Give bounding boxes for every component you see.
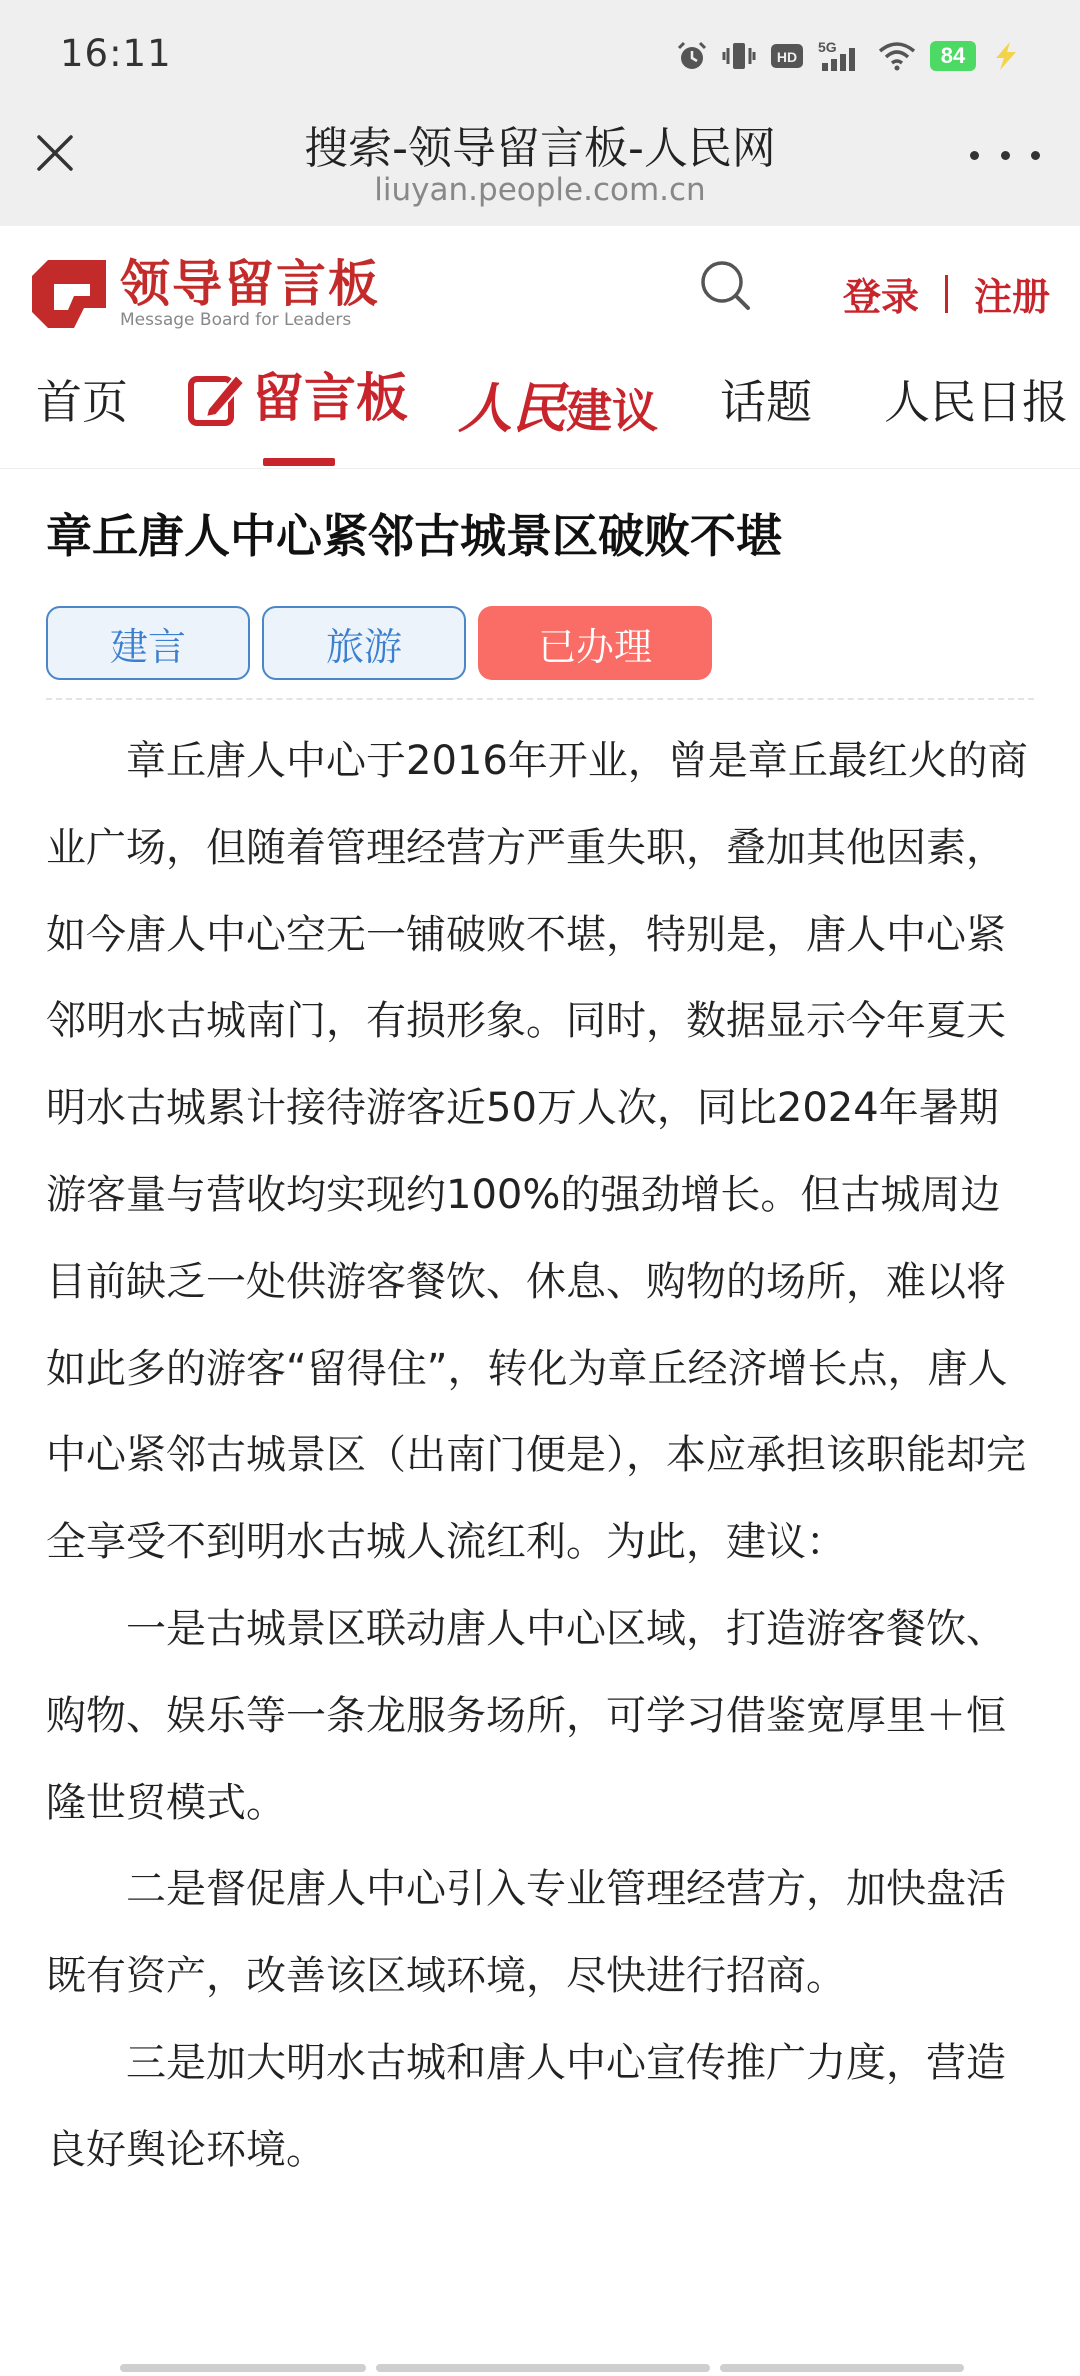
svg-text:HD: HD <box>776 49 798 65</box>
article-paragraph: 三是加大明水古城和唐人中心宣传推广力度，营造良好舆论环境。 <box>46 2039 1006 2173</box>
signal-5g-icon <box>818 39 864 73</box>
close-button[interactable] <box>30 128 80 178</box>
more-icon <box>970 151 979 160</box>
auth-divider <box>945 275 948 313</box>
tag-tourism[interactable]: 旅游 <box>262 606 466 680</box>
nav-message-board[interactable] <box>186 368 408 430</box>
alarm-icon <box>676 40 708 72</box>
search-icon <box>696 256 756 316</box>
divider <box>46 698 1034 700</box>
logo-text <box>120 255 380 330</box>
network-label: 5G <box>818 39 837 55</box>
bottom-bar-segment <box>376 2364 710 2372</box>
site-header <box>0 226 1080 346</box>
status-icons <box>676 36 1020 76</box>
tag-suggestion[interactable]: 建言 <box>46 606 250 680</box>
article-body <box>46 718 1036 2194</box>
search-button[interactable] <box>696 256 756 316</box>
login-link[interactable]: 登录 <box>842 275 919 319</box>
more-menu-button[interactable] <box>970 140 1040 170</box>
main-nav <box>0 346 1080 469</box>
logo-title: 领导留言板 <box>120 255 380 313</box>
charging-icon <box>990 40 1020 72</box>
wifi-icon <box>878 41 916 71</box>
status-badge: 已办理 <box>478 606 712 680</box>
nav-suggestions[interactable] <box>458 366 658 443</box>
auth-links <box>843 266 1050 321</box>
browser-chrome <box>0 0 1080 226</box>
more-icon-dot <box>1001 151 1010 160</box>
nav-suggestions-brand: 人民 <box>458 376 566 440</box>
nav-topics[interactable]: 话题 <box>720 375 812 429</box>
nav-suggestions-label: 建议 <box>566 384 658 438</box>
browser-page-title: 搜索-领导留言板-人民网 <box>304 123 776 174</box>
article-tags <box>46 606 724 680</box>
nav-active-indicator <box>263 458 335 466</box>
bottom-bar-segment <box>120 2364 366 2372</box>
close-icon <box>35 133 75 173</box>
logo-icon <box>28 256 110 332</box>
article-paragraph: 章丘唐人中心于2016年开业，曾是章丘最红火的商业广场，但随着管理经营方严重失职，叠加其他因素，如今唐人中心空无一铺破败不堪，特别是，唐人中心紧邻明水古城南门，有损形象。同时，数据显示今年夏天明水古城累计接待游客近50万人次，同比2024年暑期游客量与营收均实现约100%的强劲增长。但古城周边目前缺乏一处供游客餐饮、休息、购物的场所，难以将如此多的游客“留得住”，转化为章丘经济增长点，唐人中心紧邻古城景区（出南门便是），本应承担该职能却完全享受不到明水古城人流红利。为此，建议： <box>46 738 1028 1566</box>
logo-subtitle: Message Board for Leaders <box>120 310 352 330</box>
battery-icon: 84 <box>930 41 976 71</box>
edit-icon <box>186 369 246 429</box>
article-paragraph: 一是古城景区联动唐人中心区域，打造游客餐饮、购物、娱乐等一条龙服务场所，可学习借鉴宽厚里＋恒隆世贸模式。 <box>46 1605 1006 1826</box>
register-link[interactable]: 注册 <box>973 275 1050 319</box>
site-logo[interactable] <box>28 256 380 332</box>
bottom-scroll-indicator <box>120 2364 974 2372</box>
browser-url[interactable]: liuyan.people.com.cn <box>374 172 706 208</box>
article-title: 章丘唐人中心紧邻古城景区破败不堪 <box>46 509 782 563</box>
bottom-bar-segment <box>720 2364 964 2372</box>
nav-home[interactable]: 首页 <box>36 375 128 429</box>
status-time: 16:11 <box>60 32 172 75</box>
hd-icon <box>770 41 804 71</box>
nav-peoples-daily[interactable]: 人民日报 <box>884 375 1068 429</box>
vibrate-icon <box>722 40 756 72</box>
article-paragraph: 二是督促唐人中心引入专业管理经营方，加快盘活既有资产，改善该区域环境，尽快进行招商。 <box>46 1866 1006 2000</box>
more-icon-dot <box>1031 151 1040 160</box>
nav-message-board-label: 留言板 <box>252 369 409 429</box>
